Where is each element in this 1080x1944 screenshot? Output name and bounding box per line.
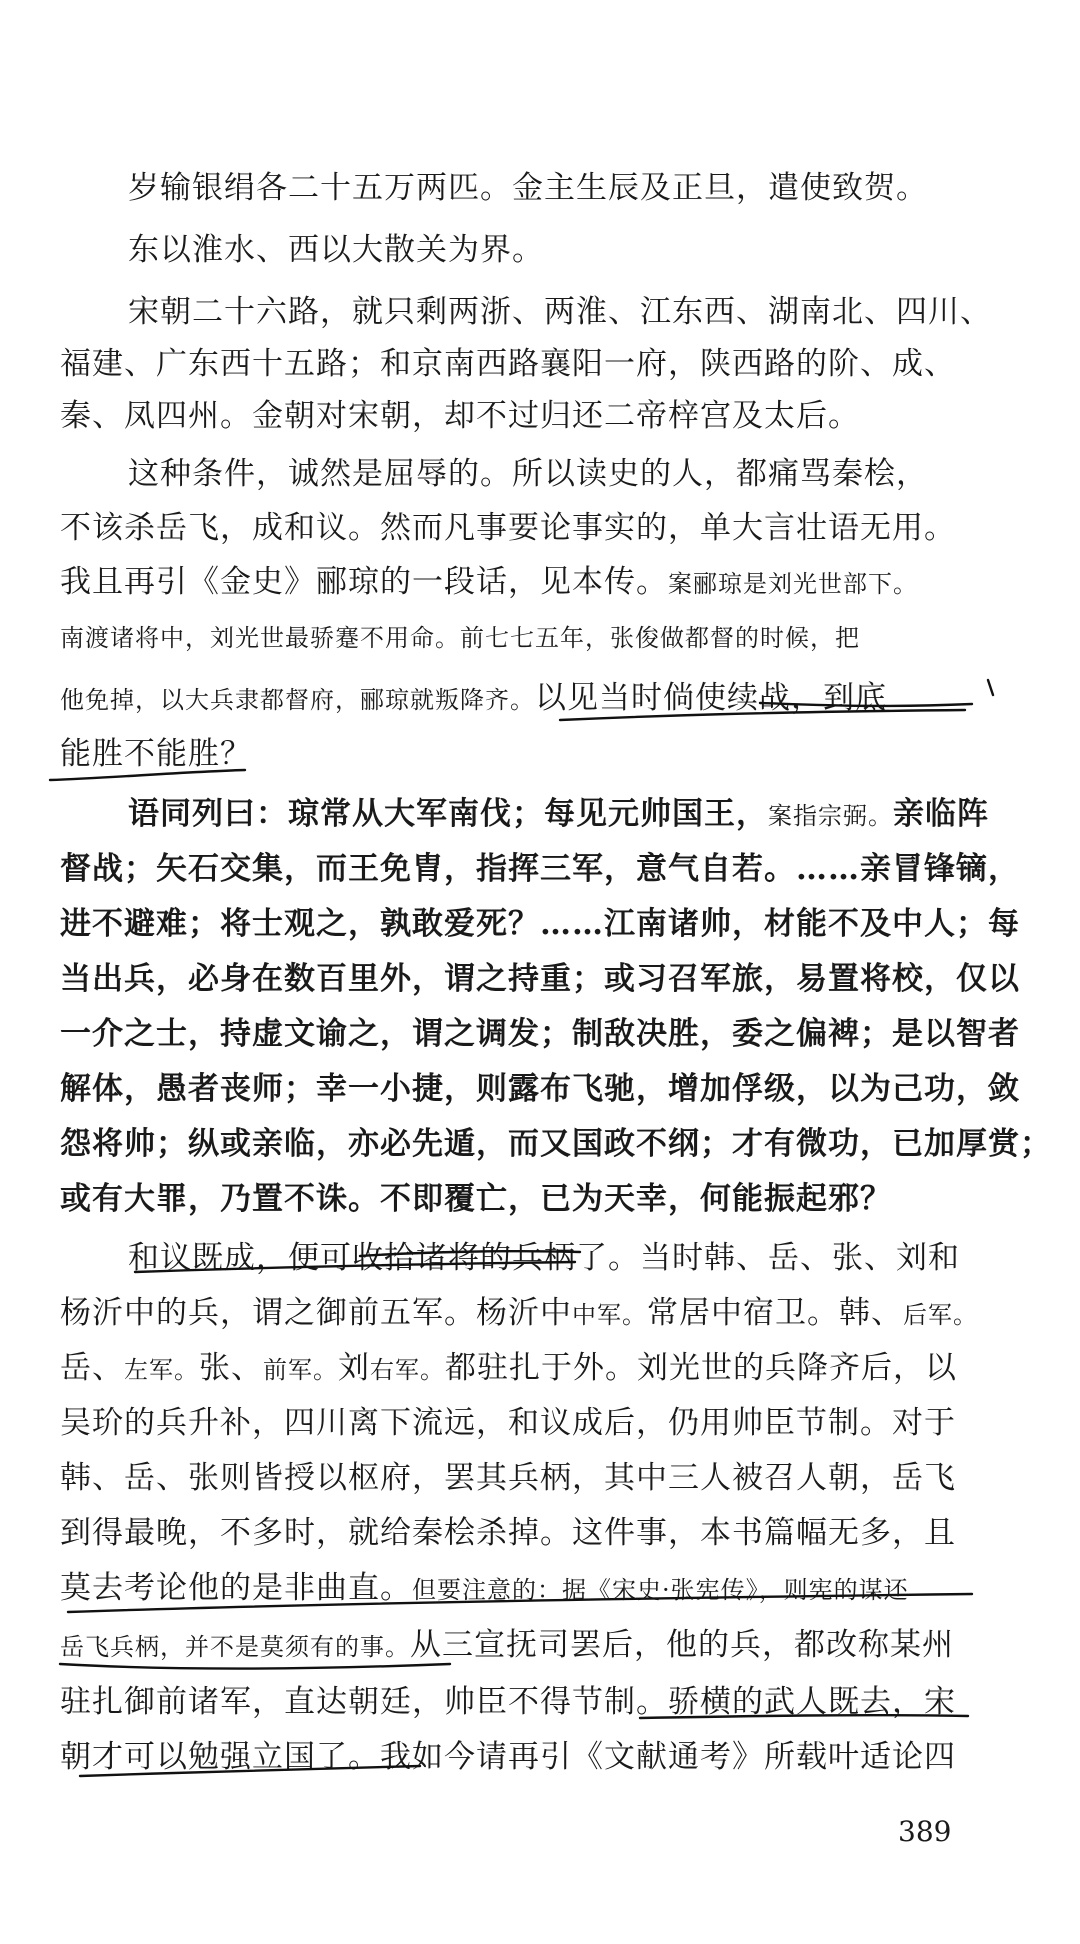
quote-line: 解体，愚者丧师；幸一小捷，则露布飞驰，增加俘级，以为己功，敛 — [60, 1071, 1020, 1107]
text-main: 以见当时倘使续战，到底 — [535, 680, 887, 716]
inline-note: 案指宗弼。 — [768, 802, 893, 830]
text-line: 能胜不能胜？ — [60, 736, 252, 772]
tick-mark — [988, 680, 993, 695]
text-line: 福建、广东西十五路；和京南西路襄阳一府，陕西路的阶、成、 — [60, 346, 956, 382]
text-line: 不该杀岳飞，成和议。然而凡事要论事实的，单大言壮语无用。 — [60, 510, 956, 546]
quote-line: 督战；矢石交集，而王免胄，指挥三军，意气自若。……亲冒锋镝， — [60, 851, 1020, 887]
text-main: 杨沂中的兵，谓之御前五军。杨沂中 — [60, 1295, 572, 1331]
inline-note: 后军。 — [903, 1301, 978, 1329]
text-line — [60, 1619, 954, 1673]
text-line: 到得最晚，不多时，就给秦桧杀掉。这件事，本书篇幅无多，且 — [60, 1515, 956, 1551]
text-line — [60, 556, 940, 610]
quote-line: 进不避难；将士观之，孰敢爱死？……江南诸帅，材能不及中人；每 — [60, 906, 1020, 942]
text-main: 常居中宿卫。韩、 — [647, 1295, 903, 1331]
text-main: 我且再引《金史》郦琼的一段话，见本传。 — [60, 564, 668, 600]
text-main: 岳、 — [60, 1350, 124, 1386]
quote-line: 怨将帅；纵或亲临，亦必先遁，而又国政不纲；才有微功，已加厚赏； — [60, 1126, 1052, 1162]
text-main: 都驻扎于外。刘光世的兵降齐后，以 — [445, 1350, 957, 1386]
inline-note: 中军。 — [572, 1301, 647, 1329]
text-line: 宋朝二十六路，就只剩两浙、两淮、江东西、湖南北、四川、 — [128, 294, 992, 330]
inline-note: 前军。 — [263, 1356, 338, 1384]
text-line: 驻扎御前诸军，直达朝廷，帅臣不得节制。骄横的武人既去，宋 — [60, 1684, 956, 1720]
text-line: 和议既成，便可收拾诸将的兵柄了。当时韩、岳、张、刘和 — [128, 1240, 960, 1276]
text-line — [60, 1342, 957, 1396]
inline-note: 岳飞兵柄，并不是莫须有的事。 — [60, 1633, 410, 1661]
inline-note: 但要注意的：据《宋史·张宪传》，则宪的谋还 — [412, 1576, 909, 1604]
text-line — [60, 672, 940, 726]
inline-note: 左军。 — [124, 1356, 199, 1384]
quote-text: 语同列曰：琼常从大军南伐；每见元帅国王， — [128, 796, 768, 832]
inline-note: 案郦琼是刘光世部下。 — [668, 570, 918, 598]
quote-text: 亲临阵 — [893, 796, 989, 832]
text-line: 这种条件，诚然是屈辱的。所以读史的人，都痛骂秦桧， — [128, 456, 928, 492]
inline-note: 右军。 — [370, 1356, 445, 1384]
text-line: 东以淮水、西以大散关为界。 — [128, 232, 544, 268]
text-line — [60, 1287, 978, 1341]
text-line: 吴玠的兵升补，四川离下流远，和议成后，仍用帅臣节制。对于 — [60, 1405, 956, 1441]
text-line: 朝才可以勉强立国了。我如今请再引《文献通考》所载叶适论四 — [60, 1739, 956, 1775]
text-main: 莫去考论他的是非曲直。 — [60, 1570, 412, 1606]
quote-line: 或有大罪，乃置不诛。不即覆亡，已为天幸，何能振起邪？ — [60, 1181, 892, 1217]
page-number: 389 — [898, 1815, 952, 1848]
inline-note: 他免掉，以大兵隶都督府，郦琼就叛降齐。 — [60, 686, 535, 714]
quote-line: 一介之士，持虚文谕之，谓之调发；制敌决胜，委之偏裨；是以智者 — [60, 1016, 1020, 1052]
text-line: 秦、凤四州。金朝对宋朝，却不过归还二帝梓宫及太后。 — [60, 398, 860, 434]
text-main: 刘 — [338, 1350, 370, 1386]
quote-line: 当出兵，必身在数百里外，谓之持重；或习召军旅，易置将校，仅以 — [60, 961, 1020, 997]
text-main: 张、 — [199, 1350, 263, 1386]
quote-line — [128, 788, 989, 842]
text-line — [60, 1562, 940, 1616]
text-line: 南渡诸将中，刘光世最骄蹇不用命。前七七五年，张俊做都督的时候，把 — [60, 624, 860, 652]
text-line: 岁输银绢各二十五万两匹。金主生辰及正旦，遣使致贺。 — [128, 170, 928, 206]
text-line: 韩、岳、张则皆授以枢府，罢其兵柄，其中三人被召人朝，岳飞 — [60, 1460, 956, 1496]
text-main: 从三宣抚司罢后，他的兵，都改称某州 — [410, 1627, 954, 1663]
